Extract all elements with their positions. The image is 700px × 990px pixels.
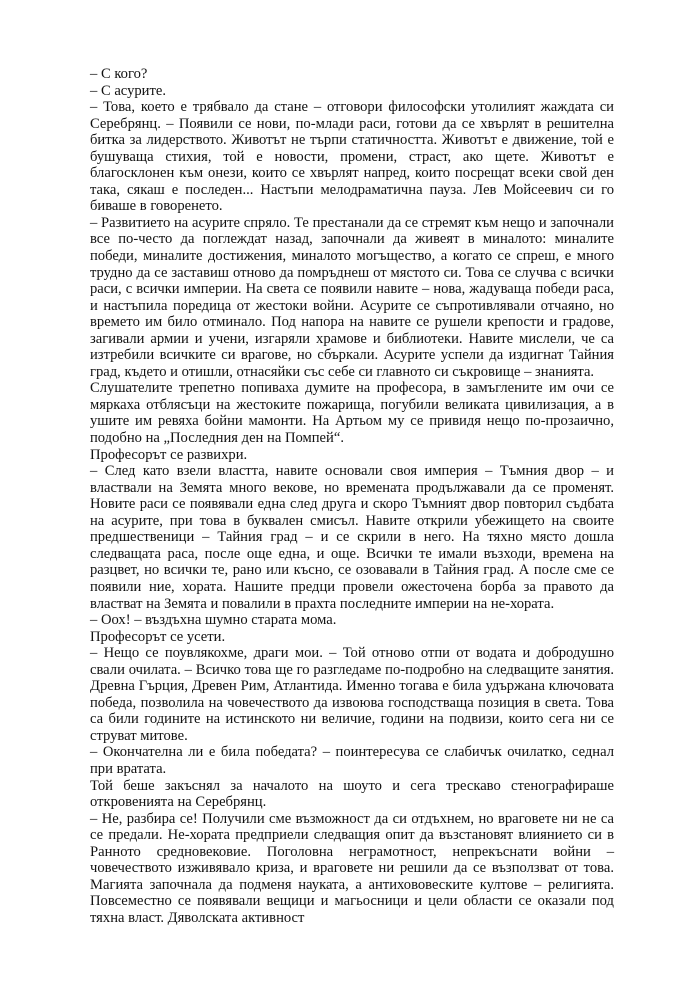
dialogue-line-4: – Окончателна ли е била победата? – поинтересува се слабичък очилатко, седнал при вратата. [90, 744, 614, 777]
dialogue-line-2: – С асурите. [90, 82, 166, 99]
paragraph-professor-noticed: Професорът се усети. [90, 628, 226, 645]
paragraph-professor-speech-4: – Нещо се поувлякохме, драги мои. – Той отново отпи от водата и добродушно свали очилата. – Всичко това ще го разгледаме по-подробно на следващите занятия. Древна Гърция, Древен Рим, Атлантида. Именно тогава е била удържана ключовата победа, позволила на човечеството да извоюва господстваща позиция в света. Това са били годините на истинското ни величие, години на подвизи, които сега ни се струват митове. [90, 645, 614, 744]
paragraph-professor-speech-2: – Развитието на асурите спряло. Те престанали да се стремят към нещо и започнали все по-често да поглеждат назад, започнали да живеят в миналото: миналите победи, миналите достижения, миналото могъщество, а когато се спреш, е много трудно да се заставиш отново да помръднеш от мястото си. Това се случва с всички раси, с всички империи. На света се появили навите – нова, жадуваща победи раса, и настъпила поредица от жестоки войни. Асурите се съпротивлявали отчаяно, но времето им било отминало. Под напора на навите се рушели крепости и градове, загивали армии и учени, изгаряли храмове и библиотеки. Навите мислели, че са изтребили всичките си врагове, но сбъркали. Асурите успели да издигнат Тайния град, където и отишли, отнасяйки със себе си главното си съкровище – знанията. [90, 214, 614, 380]
book-page [90, 66, 614, 926]
paragraph-listeners: Слушателите трепетно попиваха думите на професора, в замъглените им очи се мяркаха отблясъци на жестоките пожарища, погубили великата цивилизация, а в ушите им ревяха бойни мамонти. На Артьом му се привидя нещо по-прозаично, подобно на „Последния ден на Помпей“. [90, 380, 614, 447]
dialogue-line-3: – Оох! – въздъхна шумно старата мома. [90, 612, 337, 629]
paragraph-professor-speech-5: – Не, разбира се! Получили сме възможност да си отдъхнем, но враговете ни не са се предали. Не-хората предприели следващия опит да възстановят влиянието си в Ранното средновековие. Поголовна неграмотност, непрекъснати войни – човечеството изживявало криза, и враговете ни решили да се възползват от това. Магията започнала да подменя науката, а антихововеските култове – религията. Повсеместно се появявали вещици и магьосници и цели области се оказали под тяхна власт. Дяволската активност [90, 810, 614, 926]
paragraph-professor-speech-3: – След като взели властта, навите основали своя империя – Тъмния двор – и властвали на Земята много векове, но времената продължавали да се променят. Новите раси се появявали една след друга и скоро Тъмният двор повторил съдбата на асурите, при това в буквален смисъл. Навите открили убежището на своите предшественици – Тайния град – и се скрили в него. На тяхно място дошла следващата раса, после още една, и още. Всички те имали възходи, времена на разцвет, но всички те, рано или късно, се озовавали в Тайния град. А после сме се появили ние, хората. Нашите предци провели ожесточена борба за правото да властват на Земята и повалили в прахта последните империи на не-хората. [90, 463, 614, 612]
paragraph-professor-speech-1: – Това, което е трябвало да стане – отговори философски утолилият жаждата си Серебрянц. – Появили се нови, по-млади раси, готови да се хвърлят в решителна битка за лидерството. Животът не търпи статичността. Животът е движение, той е бушуваща стихия, той е новости, промени, страст, ако щете. Животът е благосклонен към онези, които се хвърлят напред, които посрещат всеки свой ден така, сякаш е последен... Настъпи мелодраматична пауза. Лев Мойсеевич си го биваше в говоренето. [90, 99, 614, 215]
paragraph-professor-short: Професорът се развихри. [90, 446, 248, 463]
paragraph-latecomer: Той беше закъснял за началото на шоуто и сега трескаво стенографираше откровенията на Серебрянц. [90, 777, 614, 811]
dialogue-line-1: – С кого? [90, 66, 148, 82]
